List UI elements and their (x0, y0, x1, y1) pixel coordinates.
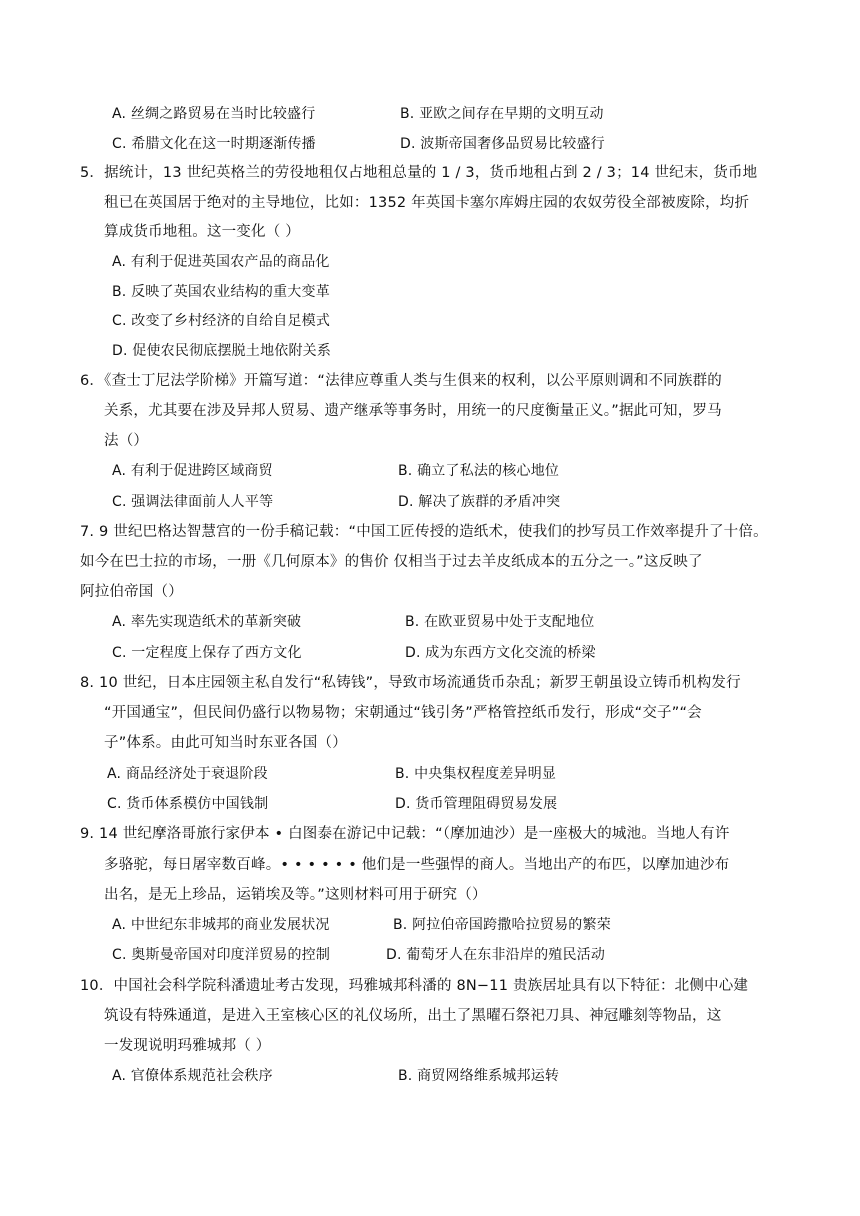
q9-stem-line-3: 出名，是无上珍品，运销埃及等。”这则材料可用于研究（） (104, 887, 487, 903)
q7-option-d: D. 成为东西方文化交流的桥梁 (405, 645, 596, 661)
q9-stem-line-2: 多骆驼，每日屠宰数百峰。• • • • • • 他们是一些强悍的商人。当地出产的布匹，以摩加迪沙布 (104, 857, 730, 873)
q10-stem-line-1: 10．中国社会科学院科潘遗址考古发现，玛雅城邦科潘的 8N−11 贵族居址具有以下特征：北侧中心建 (80, 978, 749, 994)
q9-stem-line-1: 9. 14 世纪摩洛哥旅行家伊本 • 白图泰在游记中记载：“（摩加迪沙）是一座极大的城池。当地人有许 (80, 826, 730, 842)
q8-option-b: B. 中央集权程度差异明显 (395, 766, 557, 782)
q7-option-c: C. 一定程度上保存了西方文化 (112, 645, 302, 661)
q5-stem-line-3: 算成货币地租。这一变化（ ） (104, 224, 300, 240)
q4-option-c: C. 希腊文化在这一时期逐渐传播 (112, 136, 316, 152)
q6-stem-line-2: 关系，尤其要在涉及异邦人贸易、遗产继承等事务时，用统一的尺度衡量正义。”据此可知，罗马 (104, 403, 722, 419)
q5-stem-line-2: 租已在英国居于绝对的主导地位，比如：1352 年英国卡塞尔库姆庄园的农奴劳役全部被废除，均折 (104, 195, 750, 211)
q6-stem-line-3: 法（） (104, 433, 149, 449)
q9-option-c: C. 奥斯曼帝国对印度洋贸易的控制 (112, 947, 331, 963)
q4-option-b: B. 亚欧之间存在早期的文明互动 (400, 106, 604, 122)
q7-stem-line-2: 如今在巴士拉的市场，一册《几何原本》的售价 仅相当于过去羊皮纸成本的五分之一。”这反映了 (80, 554, 703, 570)
q4-option-d: D. 波斯帝国奢侈品贸易比较盛行 (400, 136, 605, 152)
q6-stem-line-1: 6．《查士丁尼法学阶梯》开篇写道：“法律应尊重人类与生俱来的权利，以公平原则调和不同族群的 (80, 373, 722, 389)
q8-option-a: A. 商品经济处于衰退阶段 (107, 766, 268, 782)
q9-option-b: B. 阿拉伯帝国跨撒哈拉贸易的繁荣 (393, 917, 611, 933)
q4-option-a: A. 丝绸之路贸易在当时比较盛行 (112, 106, 316, 122)
q5-stem-line-1: 5．据统计，13 世纪英格兰的劳役地租仅占地租总量的 1 / 3，货币地租占到 2 / 3；14 世纪末，货币地 (80, 165, 758, 181)
q6-option-d: D. 解决了族群的矛盾冲突 (398, 494, 561, 510)
q8-option-c: C. 货币体系模仿中国钱制 (107, 796, 269, 812)
q10-stem-line-2: 筑设有特殊通道，是进入王室核心区的礼仪场所，出土了黑曜石祭祀刀具、神冠雕刻等物品，这 (104, 1008, 722, 1024)
q7-option-b: B. 在欧亚贸易中处于支配地位 (405, 614, 595, 630)
q5-option-c: C. 改变了乡村经济的自给自足模式 (112, 313, 331, 329)
q8-stem-line-3: 子”体系。由此可知当时东亚各国（） (104, 735, 347, 751)
q6-option-b: B. 确立了私法的核心地位 (398, 463, 560, 479)
q5-option-d: D. 促使农民彻底摆脱土地依附关系 (112, 343, 332, 359)
q6-option-c: C. 强调法律面前人人平等 (112, 494, 274, 510)
q8-stem-line-2: “开国通宝”，但民间仍盛行以物易物；宋朝通过“钱引务”严格管控纸币发行，形成“交子”“会 (104, 705, 702, 721)
q7-stem-line-3: 阿拉伯帝国（） (80, 584, 183, 600)
q10-option-b: B. 商贸网络维系城邦运转 (398, 1068, 560, 1084)
q8-stem-line-1: 8. 10 世纪，日本庄园领主私自发行“私铸钱”，导致市场流通货币杂乱；新罗王朝虽设立铸币机构发行 (80, 675, 741, 691)
q7-stem-line-1: 7. 9 世纪巴格达智慧宫的一份手稿记载：“中国工匠传授的造纸术，使我们的抄写员工作效率提升了十倍。 (80, 524, 768, 540)
q7-option-a: A. 率先实现造纸术的革新突破 (112, 614, 302, 630)
q6-option-a: A. 有利于促进跨区域商贸 (112, 463, 273, 479)
q10-option-a: A. 官僚体系规范社会秩序 (112, 1068, 273, 1084)
q8-option-d: D. 货币管理阻碍贸易发展 (395, 796, 558, 812)
q10-stem-line-3: 一发现说明玛雅城邦（ ） (104, 1038, 271, 1054)
q9-option-d: D. 葡萄牙人在东非沿岸的殖民活动 (386, 947, 606, 963)
q5-option-a: A. 有利于促进英国农产品的商品化 (112, 254, 330, 270)
q5-option-b: B. 反映了英国农业结构的重大变革 (112, 284, 330, 300)
q9-option-a: A. 中世纪东非城邦的商业发展状况 (112, 917, 330, 933)
